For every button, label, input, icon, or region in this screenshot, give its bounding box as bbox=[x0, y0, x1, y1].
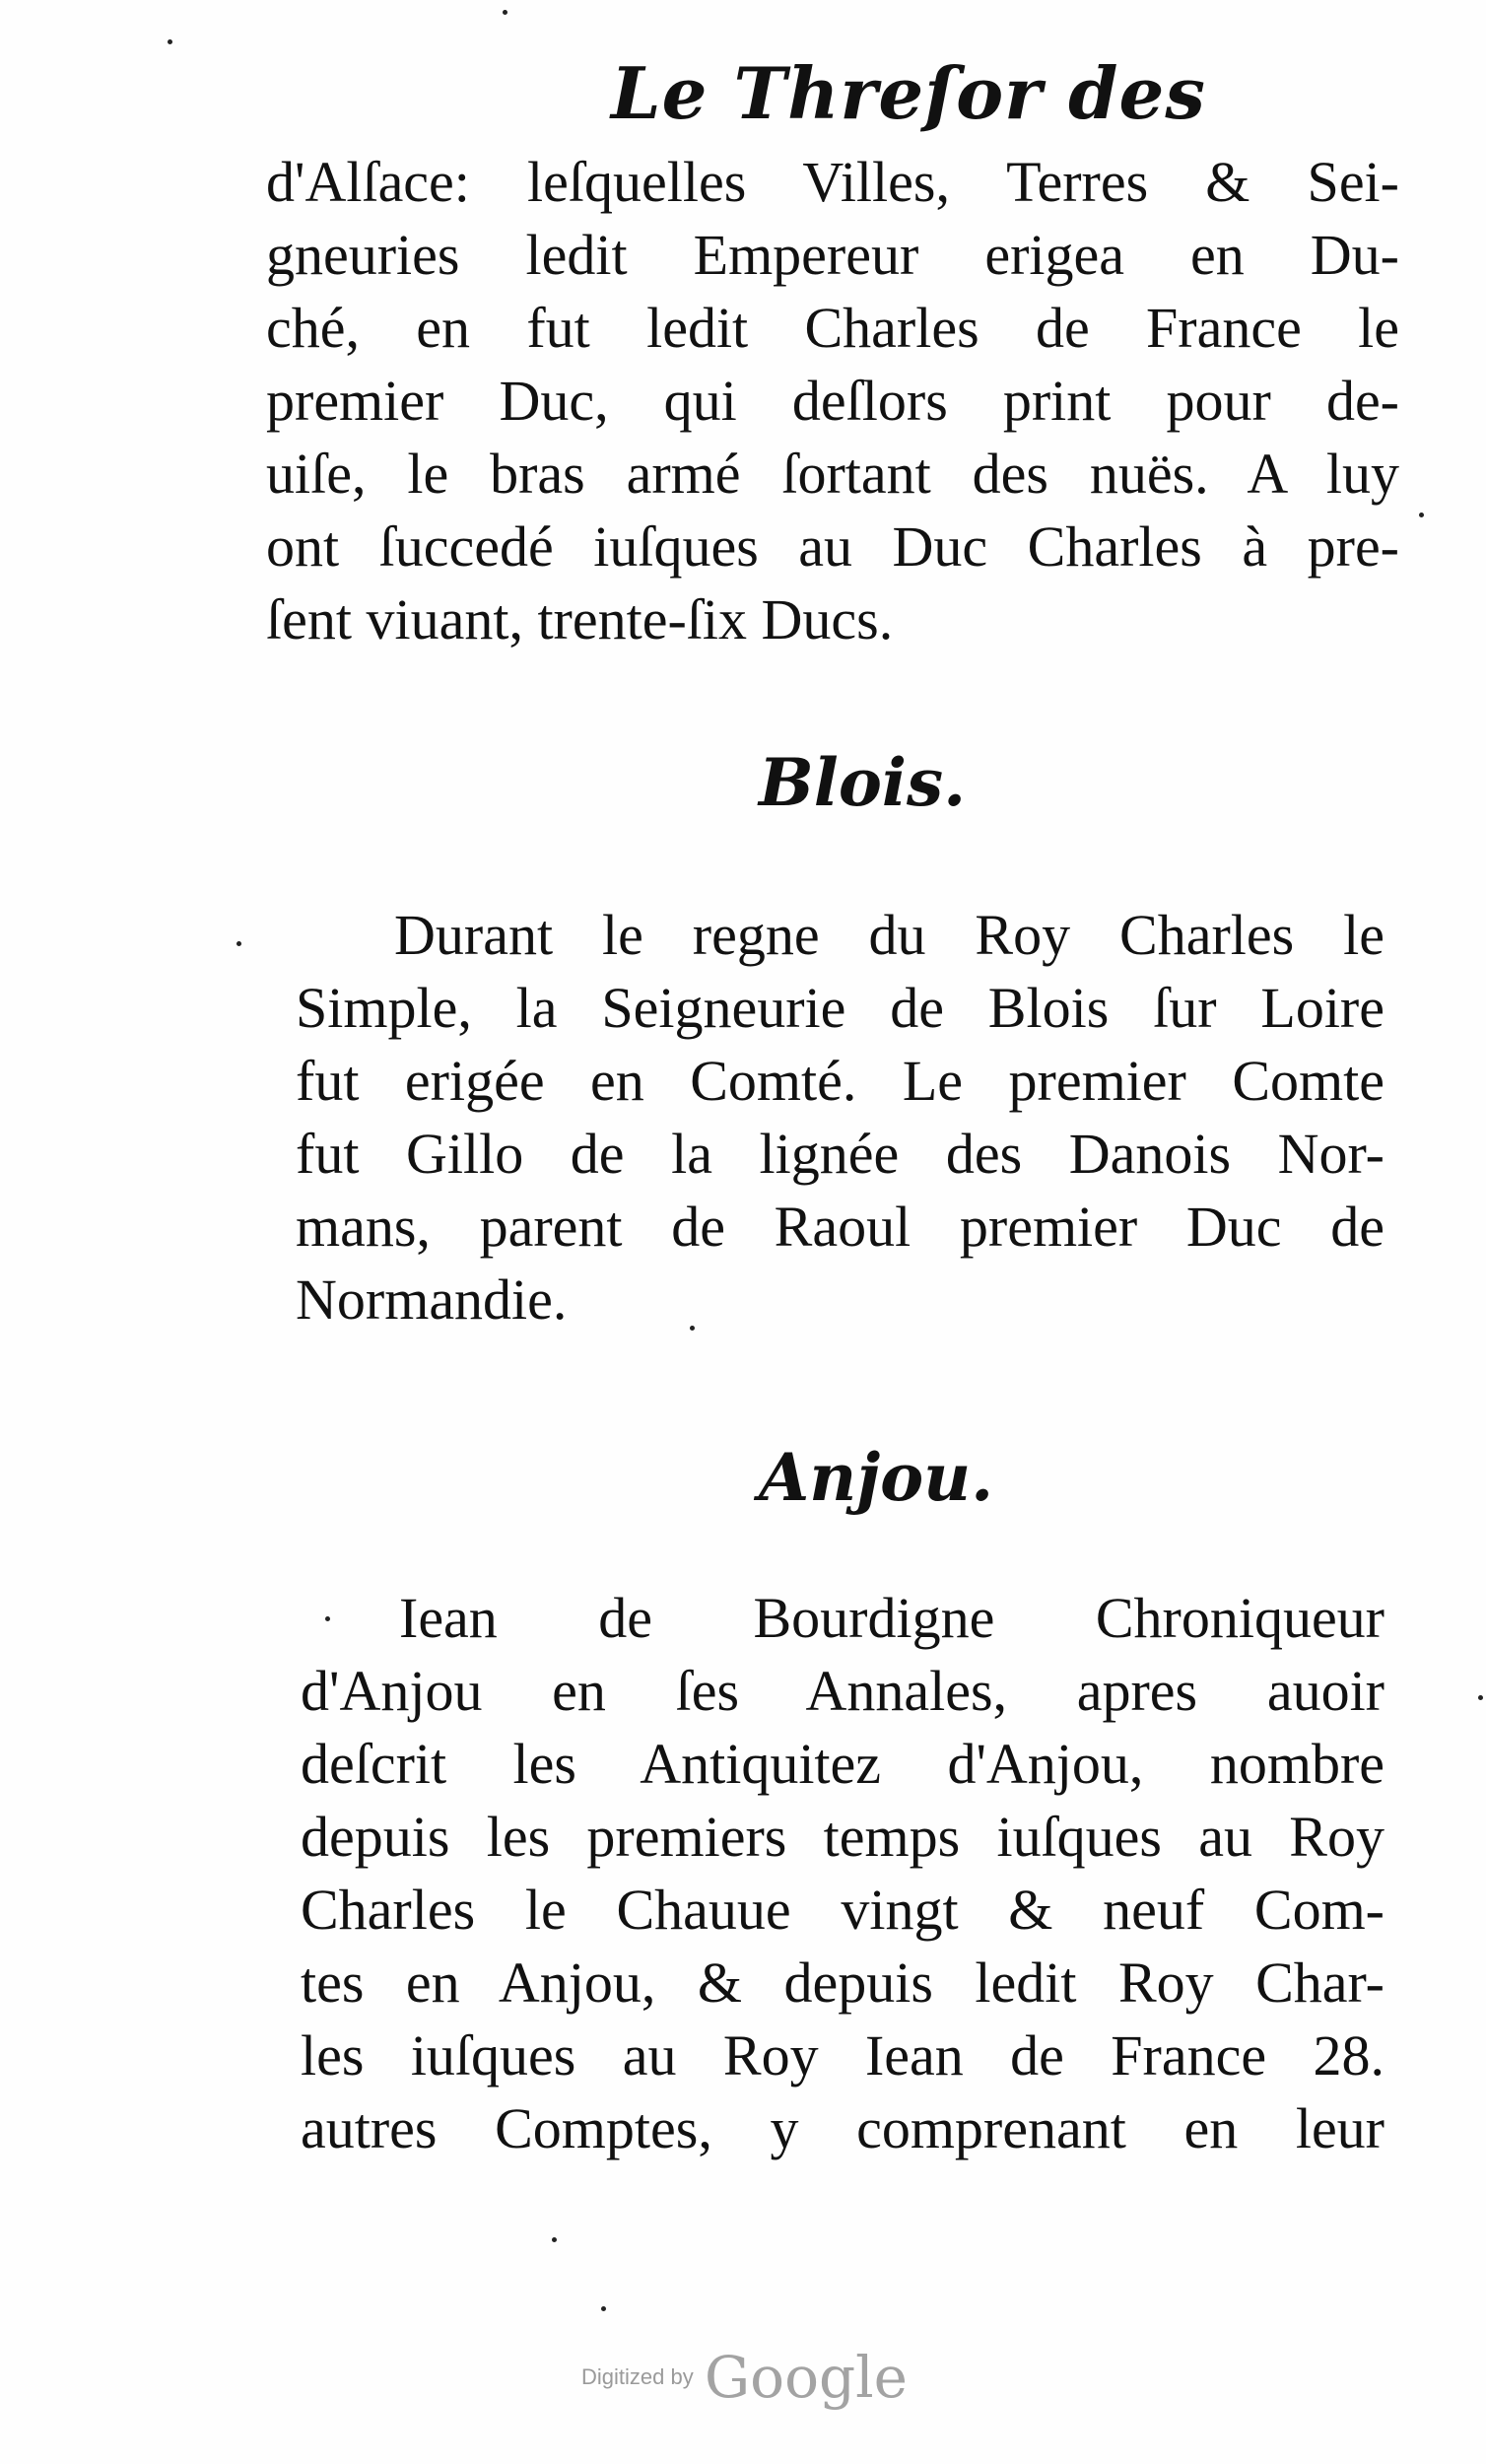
digitized-by-label: Digitized by bbox=[581, 2364, 694, 2389]
text-line: deſcrit les Antiquitez d'Anjou, nombre bbox=[301, 1732, 1385, 1796]
text-line: uiſe, le bras armé ſortant des nuës. A luy bbox=[266, 442, 1399, 506]
digitization-watermark bbox=[581, 2344, 908, 2411]
text-line: Simple, la Seigneurie de Blois ſur Loire bbox=[296, 976, 1385, 1040]
text-line: tes en Anjou, & depuis ledit Roy Char- bbox=[301, 1951, 1385, 2015]
google-logo: Google bbox=[704, 2344, 908, 2411]
running-head: Le Threſor des bbox=[611, 51, 1206, 135]
print-speck bbox=[236, 941, 241, 946]
text-line: les iuſques au Roy Iean de France 28. bbox=[301, 2023, 1385, 2088]
text-line: d'Anjou en ſes Annales, apres auoir bbox=[301, 1659, 1385, 1723]
print-speck bbox=[325, 1616, 330, 1621]
text-line: Normandie. bbox=[296, 1267, 568, 1332]
text-line: depuis les premiers temps iuſques au Roy bbox=[301, 1805, 1385, 1869]
text-line: Durant le regne du Roy Charles le bbox=[394, 903, 1385, 967]
text-line: ont ſuccedé iuſques au Duc Charles à pre- bbox=[266, 514, 1399, 579]
print-speck bbox=[503, 10, 507, 15]
print-speck bbox=[168, 39, 172, 44]
text-line: autres Comptes, y comprenant en leur bbox=[301, 2096, 1385, 2160]
print-speck bbox=[1478, 1695, 1483, 1700]
text-line: fut Gillo de la lignée des Danois Nor- bbox=[296, 1122, 1385, 1186]
text-line: ſent viuant, trente-ſix Ducs. bbox=[266, 587, 894, 651]
text-line: gneuries ledit Empereur erigea en Du- bbox=[266, 223, 1399, 287]
text-line: Charles le Chauue vingt & neuf Com- bbox=[301, 1878, 1385, 1942]
text-line: ché, en fut ledit Charles de France le bbox=[266, 296, 1399, 360]
print-speck bbox=[1419, 513, 1424, 517]
paragraph-anjou bbox=[301, 1582, 1385, 2165]
paragraph-alsace bbox=[266, 146, 1399, 656]
section-heading-anjou: Anjou. bbox=[759, 1439, 994, 1516]
section-heading-blois: Blois. bbox=[759, 744, 967, 821]
print-speck bbox=[690, 1326, 695, 1331]
text-line: fut erigée en Comté. Le premier Comte bbox=[296, 1049, 1385, 1113]
paragraph-blois bbox=[296, 899, 1385, 1336]
print-speck bbox=[601, 2306, 606, 2311]
text-line: d'Alſace: leſquelles Villes, Terres & Sei- bbox=[266, 150, 1399, 214]
text-line: premier Duc, qui deſlors print pour de- bbox=[266, 369, 1399, 433]
print-speck bbox=[552, 2237, 557, 2242]
text-line: Iean de Bourdigne Chroniqueur bbox=[399, 1586, 1385, 1650]
text-line: mans, parent de Raoul premier Duc de bbox=[296, 1195, 1385, 1259]
